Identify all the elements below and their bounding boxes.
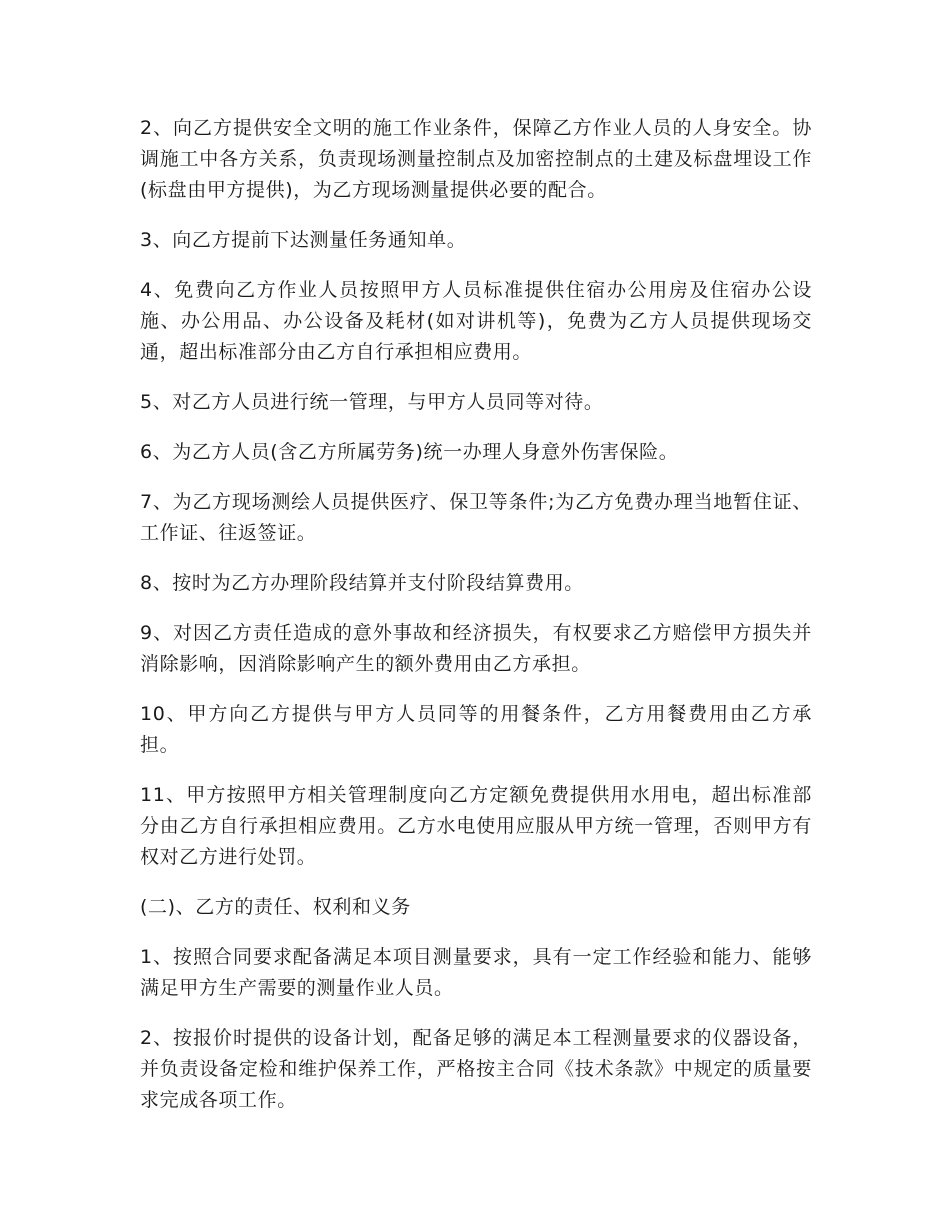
document-page	[140, 113, 812, 1135]
clause-a11: 11、甲方按照甲方相关管理制度向乙方定额免费提供用水用电，超出标准部分由乙方自行承担相应费用。乙方水电使用应服从甲方统一管理，否则甲方有权对乙方进行处罚。	[140, 784, 812, 868]
clause-a5: 5、对乙方人员进行统一管理，与甲方人员同等对待。	[140, 391, 604, 413]
section-heading-party-b: (二)、乙方的责任、权利和义务	[140, 896, 411, 918]
clause-a2: 2、向乙方提供安全文明的施工作业条件，保障乙方作业人员的人身安全。协调施工中各方关系，负责现场测量控制点及加密控制点的土建及标盘埋设工作(标盘由甲方提供)，为乙方现场测量提供必要的配合。	[140, 117, 812, 201]
clause-a7: 7、为乙方现场测绘人员提供医疗、保卫等条件;为乙方免费办理当地暂住证、工作证、往返签证。	[140, 491, 812, 544]
clause-a6: 6、为乙方人员(含乙方所属劳务)统一办理人身意外伤害保险。	[140, 441, 679, 463]
clause-a4: 4、免费向乙方作业人员按照甲方人员标准提供住宿办公用房及住宿办公设施、办公用品、办公设备及耗材(如对讲机等)，免费为乙方人员提供现场交通，超出标准部分由乙方自行承担相应费用。	[140, 279, 812, 363]
clause-a9: 9、对因乙方责任造成的意外事故和经济损失，有权要求乙方赔偿甲方损失并消除影响，因消除影响产生的额外费用由乙方承担。	[140, 622, 812, 675]
clause-a10: 10、甲方向乙方提供与甲方人员同等的用餐条件，乙方用餐费用由乙方承担。	[140, 703, 812, 756]
clause-b2: 2、按报价时提供的设备计划，配备足够的满足本工程测量要求的仪器设备，并负责设备定检和维护保养工作，严格按主合同《技术条款》中规定的质量要求完成各项工作。	[140, 1027, 812, 1111]
clause-a3: 3、向乙方提前下达测量任务通知单。	[140, 229, 467, 251]
clause-b1: 1、按照合同要求配备满足本项目测量要求，具有一定工作经验和能力、能够满足甲方生产需要的测量作业人员。	[140, 946, 812, 999]
clause-a8: 8、按时为乙方办理阶段结算并支付阶段结算费用。	[140, 572, 584, 594]
